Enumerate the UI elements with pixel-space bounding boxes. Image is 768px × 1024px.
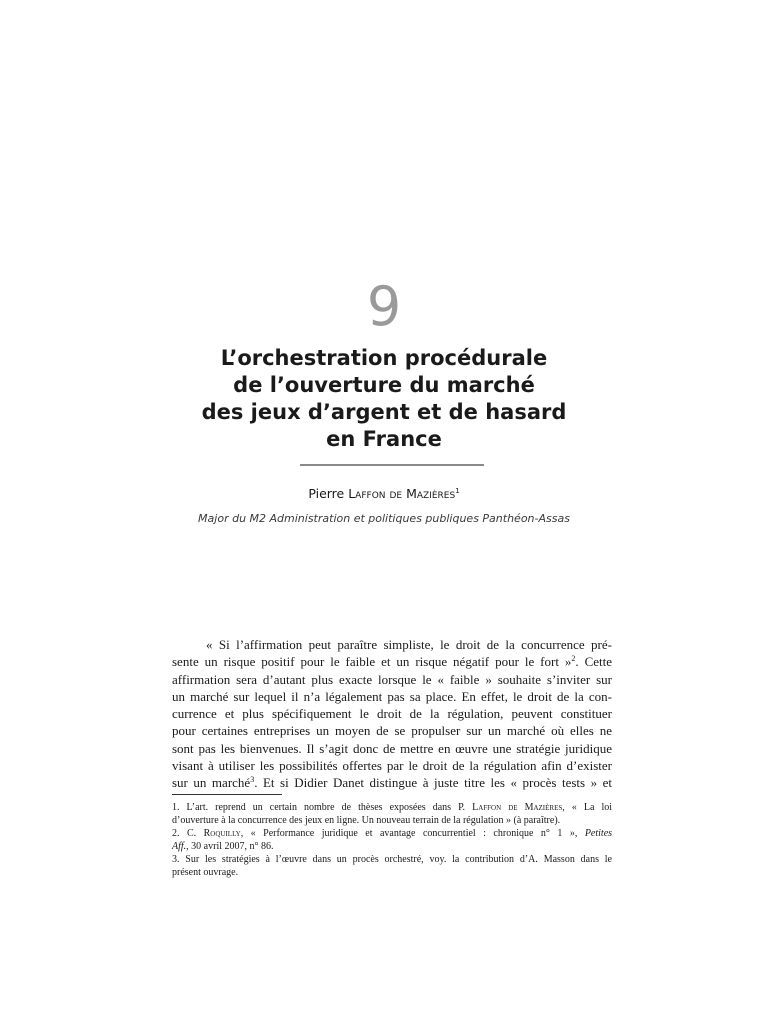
footnote-2 [172,827,612,840]
footnote-ref[interactable]: 2 [571,654,576,664]
title-divider [300,464,484,466]
footnote-author: Laffon de Mazières [472,802,563,813]
body-paragraph [172,636,612,792]
footnote-text: , « Performance juridique et avantage concurrentiel : chronique n° 1 », [240,828,578,839]
footnote-text: 1. L’art. reprend un certain nombre de thèses exposées dans P. [172,802,466,813]
footnote-ref[interactable]: 3 [250,775,255,785]
body-line: pour certaines entreprises un moyen de se propulser sur un marché où elles ne [172,723,612,739]
chapter-number: 9 [366,275,402,338]
footnotes [172,801,612,879]
body-line: « Si l’affirmation peut paraître simpliste, le droit de la concurrence pré- [206,637,612,652]
footnote-text: , « La loi [562,802,613,813]
footnote-1-continued: d’ouverture à la concurrence des jeux en ligne. Un nouveau terrain de la régulation » (à paraître). [172,815,561,826]
chapter-title-line: de l’ouverture du marché [233,373,535,397]
body-line: affirmation sera d’autant plus exacte lorsque le « faible » souhaite s’inviter sur [172,671,612,687]
author-first-name: Pierre [308,486,345,501]
body-text-segment: . Cette [575,654,612,670]
body-text-segment: . Et si Didier Danet distingue à juste titre les « procès tests » et [254,775,612,791]
footnote-text: 2. C. [172,828,197,839]
chapter-title-line: L’orchestration procédurale [220,346,548,370]
chapter-title-line: en France [326,427,442,451]
body-line: un marché sur lequel il n’a légalement pas sa place. En effet, le droit de la con- [172,688,612,704]
author-last-name: Laffon de Mazières [348,486,456,501]
footnote-journal: Aff. [172,841,187,852]
chapter-title [184,345,584,453]
author-affiliation: Major du M2 Administration et politiques publiques Panthéon-Assas [198,512,570,525]
footnote-2-continued [172,840,612,853]
body-text-segment: sente un risque positif pour le faible et un risque négatif pour le fort » [172,654,572,670]
author-line [0,486,768,501]
body-line [172,653,612,670]
footnote-text: , 30 avril 2007, n° 86. [186,841,274,852]
footnote-author: Roquilly [203,828,241,839]
body-text-segment: sur un marché [172,775,251,791]
author-footnote-ref[interactable]: 1 [455,487,460,495]
footnote-1 [172,801,612,814]
footnote-divider [172,794,282,795]
body-line [172,774,612,791]
body-line: currence et plus spécifiquement le droit de la régulation, peuvent constituer [172,706,612,722]
footnote-journal: Petites [584,828,613,839]
chapter-title-line: des jeux d’argent et de hasard [201,400,567,424]
body-line: sont pas les bienvenues. Il s’agit donc de mettre en œuvre une stratégie juridique [172,740,612,756]
footnote-3: 3. Sur les stratégies à l’œuvre dans un procès orchestré, voy. la contribution d’A. Masson dans le [172,854,612,865]
body-line: visant à utiliser les possibilités offertes par le droit de la régulation afin d’exister [172,758,612,774]
footnote-3-continued: présent ouvrage. [172,867,239,878]
